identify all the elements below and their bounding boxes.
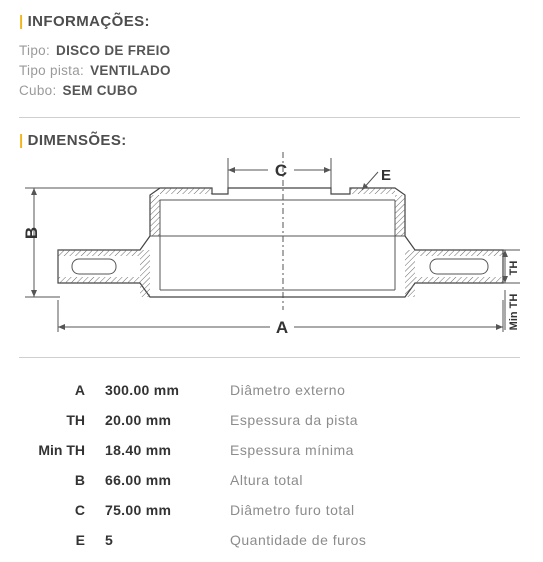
- brake-disc-diagram: [0, 150, 543, 350]
- accent-bar-icon: |: [19, 13, 24, 30]
- arrow-icon: [324, 167, 331, 173]
- hatch-left-face-bottom: [58, 277, 140, 283]
- info-value: DISCO DE FREIO: [56, 43, 171, 58]
- hatch-right-joint: [405, 250, 415, 297]
- label-th: TH: [508, 260, 520, 276]
- dimensions-title-text: DIMENSÕES:: [27, 132, 127, 149]
- label-a: A: [275, 318, 289, 337]
- spec-key: B: [74, 472, 85, 488]
- spec-key: Min TH: [38, 442, 85, 458]
- arrow-icon: [31, 188, 37, 195]
- spec-value: 66.00 mm: [105, 472, 172, 488]
- info-section-title: [19, 13, 150, 30]
- spec-desc: Diâmetro furo total: [230, 502, 355, 518]
- vent-slot-right: [430, 259, 488, 274]
- hatch-top-left: [160, 188, 212, 194]
- spec-row: [0, 412, 543, 434]
- hatch-left-joint: [140, 250, 150, 297]
- spec-value: 5: [105, 532, 114, 548]
- hatch-top-right: [350, 188, 395, 194]
- spec-desc: Altura total: [230, 472, 303, 488]
- spec-desc: Quantidade de furos: [230, 532, 367, 548]
- spec-row: [0, 442, 543, 464]
- info-title-text: INFORMAÇÕES:: [27, 13, 150, 30]
- info-label: Tipo pista:: [19, 63, 85, 78]
- info-row-tipo-pista: [19, 63, 171, 78]
- info-value: SEM CUBO: [62, 83, 138, 98]
- spec-row: [0, 472, 543, 494]
- spec-key: C: [74, 502, 85, 518]
- divider: [19, 117, 520, 118]
- hatch-right-face-top: [415, 250, 503, 256]
- dimensions-section-title: [19, 132, 127, 149]
- spec-value: 75.00 mm: [105, 502, 172, 518]
- hatch-right-face-bottom: [415, 277, 503, 283]
- spec-row: [0, 502, 543, 524]
- hatch-left-face-top: [58, 250, 140, 256]
- spec-key: A: [74, 382, 85, 398]
- spec-row: [0, 532, 543, 554]
- spec-value: 300.00 mm: [105, 382, 180, 398]
- spec-value: 20.00 mm: [105, 412, 172, 428]
- label-minth: Min TH: [508, 293, 520, 331]
- arrow-icon: [58, 324, 65, 330]
- info-label: Tipo:: [19, 43, 51, 58]
- spec-desc: Espessura da pista: [230, 412, 359, 428]
- spec-value: 18.40 mm: [105, 442, 172, 458]
- arrow-icon: [31, 290, 37, 297]
- arrow-icon: [496, 324, 503, 330]
- info-row-tipo: [19, 43, 170, 58]
- hatch-left-wall: [150, 195, 160, 236]
- info-label: Cubo:: [19, 83, 57, 98]
- spec-row: [0, 382, 543, 404]
- label-c: C: [274, 161, 288, 180]
- hatch-right-wall: [395, 195, 405, 236]
- spec-key: E: [75, 532, 85, 548]
- accent-bar-icon: |: [19, 132, 24, 149]
- vent-slot-left: [72, 259, 116, 274]
- info-row-cubo: [19, 83, 138, 98]
- spec-desc: Diâmetro externo: [230, 382, 346, 398]
- label-b: B: [22, 226, 41, 240]
- info-value: VENTILADO: [90, 63, 171, 78]
- divider: [19, 357, 520, 358]
- spec-key: TH: [66, 412, 85, 428]
- arrow-icon: [228, 167, 235, 173]
- label-e: E: [380, 167, 392, 184]
- spec-desc: Espessura mínima: [230, 442, 354, 458]
